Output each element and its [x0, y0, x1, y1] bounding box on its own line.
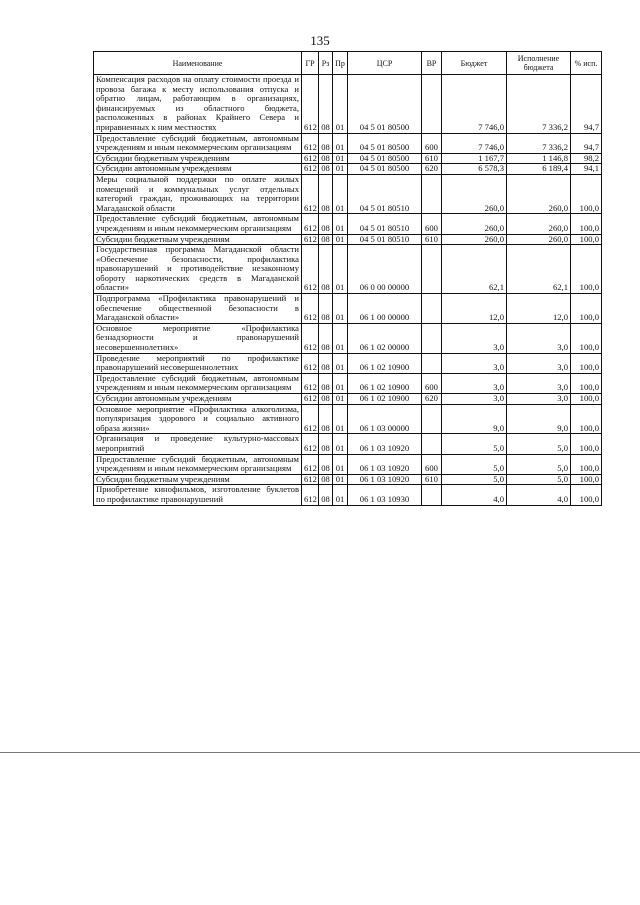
- cell-budget: 7 746,0: [442, 133, 507, 153]
- cell-gr: 612: [302, 394, 319, 405]
- cell-gr: 612: [302, 75, 319, 134]
- cell-name: Подпрограмма «Профилактика правонарушений и обеспечение общественной безопасности в Магаданской области»: [94, 294, 302, 324]
- cell-budget: 62,1: [442, 245, 507, 294]
- cell-percent: 100,0: [571, 353, 602, 373]
- cell-execution: 6 189,4: [507, 164, 571, 175]
- cell-execution: 3,0: [507, 394, 571, 405]
- cell-vr: 610: [422, 234, 442, 245]
- cell-budget: 3,0: [442, 353, 507, 373]
- cell-csr: 04 5 01 80500: [348, 164, 422, 175]
- cell-vr: [422, 323, 442, 353]
- header-execution: Исполнение бюджета: [507, 52, 571, 75]
- cell-budget: 3,0: [442, 323, 507, 353]
- cell-name: Предоставление субсидий бюджетным, автономным учреждениям и иным некоммерческим организациям: [94, 214, 302, 234]
- cell-name: Приобретение кинофильмов, изготовление буклетов по профилактике правонарушений: [94, 485, 302, 505]
- cell-name: Основное мероприятие «Профилактика алкоголизма, популяризация здорового и социально активного образа жизни»: [94, 404, 302, 434]
- cell-percent: 100,0: [571, 214, 602, 234]
- cell-pr: 01: [333, 214, 348, 234]
- cell-vr: 620: [422, 394, 442, 405]
- cell-budget: 4,0: [442, 485, 507, 505]
- cell-execution: 4,0: [507, 485, 571, 505]
- cell-execution: 1 146,8: [507, 153, 571, 164]
- table-row: [94, 234, 602, 245]
- table-row: [94, 153, 602, 164]
- cell-name: Государственная программа Магаданской области «Обеспечение безопасности, профилактика правонарушений и противодействие незаконному обороту наркотических средств в Магаданской области»: [94, 245, 302, 294]
- cell-execution: 3,0: [507, 373, 571, 393]
- cell-pr: 01: [333, 234, 348, 245]
- cell-pr: 01: [333, 323, 348, 353]
- cell-budget: 260,0: [442, 234, 507, 245]
- cell-vr: [422, 75, 442, 134]
- cell-pr: 01: [333, 164, 348, 175]
- header-rz: Рз: [319, 52, 333, 75]
- cell-pr: 01: [333, 245, 348, 294]
- cell-gr: 612: [302, 323, 319, 353]
- cell-pr: 01: [333, 294, 348, 324]
- table-row: [94, 474, 602, 485]
- cell-name: Предоставление субсидий бюджетным, автономным учреждениям и иным некоммерческим организациям: [94, 373, 302, 393]
- cell-percent: 100,0: [571, 394, 602, 405]
- cell-csr: 04 5 01 80500: [348, 75, 422, 134]
- cell-rz: 08: [319, 485, 333, 505]
- cell-execution: 260,0: [507, 234, 571, 245]
- table-row: [94, 245, 602, 294]
- table-row: [94, 394, 602, 405]
- table-row: [94, 164, 602, 175]
- cell-pr: 01: [333, 474, 348, 485]
- cell-csr: 06 0 00 00000: [348, 245, 422, 294]
- cell-gr: 612: [302, 153, 319, 164]
- cell-vr: [422, 353, 442, 373]
- cell-vr: 610: [422, 474, 442, 485]
- bottom-divider: [0, 752, 640, 753]
- cell-rz: 08: [319, 353, 333, 373]
- cell-name: Субсидии бюджетным учреждениям: [94, 474, 302, 485]
- header-csr: ЦСР: [348, 52, 422, 75]
- table-row: [94, 214, 602, 234]
- table-row: [94, 454, 602, 474]
- cell-name: Предоставление субсидий бюджетным, автономным учреждениям и иным некоммерческим организациям: [94, 133, 302, 153]
- cell-vr: 610: [422, 153, 442, 164]
- cell-percent: 100,0: [571, 474, 602, 485]
- cell-vr: 600: [422, 373, 442, 393]
- header-budget: Бюджет: [442, 52, 507, 75]
- cell-vr: [422, 434, 442, 454]
- cell-execution: 3,0: [507, 323, 571, 353]
- cell-rz: 08: [319, 245, 333, 294]
- cell-name: Меры социальной поддержки по оплате жилых помещений и коммунальных услуг отдельных категорий граждан, проживающих на территории Магаданской области: [94, 174, 302, 213]
- table-row: [94, 404, 602, 434]
- cell-pr: 01: [333, 394, 348, 405]
- cell-csr: 04 5 01 80500: [348, 133, 422, 153]
- budget-table: [93, 51, 602, 506]
- cell-budget: 1 167,7: [442, 153, 507, 164]
- cell-csr: 06 1 02 10900: [348, 373, 422, 393]
- header-percent: % исп.: [571, 52, 602, 75]
- cell-percent: 98,2: [571, 153, 602, 164]
- cell-gr: 612: [302, 404, 319, 434]
- cell-execution: 5,0: [507, 474, 571, 485]
- cell-rz: 08: [319, 133, 333, 153]
- cell-pr: 01: [333, 373, 348, 393]
- cell-name: Субсидии бюджетным учреждениям: [94, 153, 302, 164]
- cell-execution: 7 336,2: [507, 133, 571, 153]
- cell-execution: 7 336,2: [507, 75, 571, 134]
- cell-vr: [422, 485, 442, 505]
- cell-vr: [422, 404, 442, 434]
- cell-rz: 08: [319, 234, 333, 245]
- cell-percent: 94,1: [571, 164, 602, 175]
- table-row: [94, 434, 602, 454]
- cell-gr: 612: [302, 454, 319, 474]
- cell-execution: 9,0: [507, 404, 571, 434]
- cell-csr: 04 5 01 80500: [348, 153, 422, 164]
- cell-vr: 600: [422, 454, 442, 474]
- cell-percent: 94,7: [571, 75, 602, 134]
- cell-rz: 08: [319, 323, 333, 353]
- cell-rz: 08: [319, 454, 333, 474]
- cell-name: Проведение мероприятий по профилактике правонарушений несовершеннолетних: [94, 353, 302, 373]
- cell-budget: 12,0: [442, 294, 507, 324]
- page-number: 135: [310, 33, 330, 48]
- cell-execution: 260,0: [507, 174, 571, 213]
- cell-name: Организация и проведение культурно-массовых мероприятий: [94, 434, 302, 454]
- cell-csr: 06 1 02 10900: [348, 394, 422, 405]
- table-row: [94, 353, 602, 373]
- cell-execution: 5,0: [507, 434, 571, 454]
- cell-vr: [422, 294, 442, 324]
- header-name: Наименование: [94, 52, 302, 75]
- cell-gr: 612: [302, 434, 319, 454]
- table-body: [94, 75, 602, 506]
- cell-percent: 94,7: [571, 133, 602, 153]
- cell-budget: 5,0: [442, 434, 507, 454]
- cell-pr: 01: [333, 174, 348, 213]
- cell-name: Основное мероприятие «Профилактика безнадзорности и правонарушений несовершеннолетних»: [94, 323, 302, 353]
- cell-gr: 612: [302, 133, 319, 153]
- cell-gr: 612: [302, 234, 319, 245]
- cell-csr: 04 5 01 80510: [348, 174, 422, 213]
- cell-pr: 01: [333, 153, 348, 164]
- cell-vr: 620: [422, 164, 442, 175]
- cell-gr: 612: [302, 373, 319, 393]
- cell-percent: 100,0: [571, 234, 602, 245]
- header-gr: ГР: [302, 52, 319, 75]
- cell-rz: 08: [319, 394, 333, 405]
- cell-percent: 100,0: [571, 245, 602, 294]
- cell-name: Субсидии автономным учреждениям: [94, 394, 302, 405]
- table-row: [94, 485, 602, 505]
- cell-pr: 01: [333, 404, 348, 434]
- cell-pr: 01: [333, 133, 348, 153]
- cell-execution: 260,0: [507, 214, 571, 234]
- cell-execution: 62,1: [507, 245, 571, 294]
- cell-rz: 08: [319, 404, 333, 434]
- table-header-row: [94, 52, 602, 75]
- cell-rz: 08: [319, 75, 333, 134]
- cell-percent: 100,0: [571, 404, 602, 434]
- cell-pr: 01: [333, 75, 348, 134]
- cell-csr: 06 1 00 00000: [348, 294, 422, 324]
- cell-percent: 100,0: [571, 323, 602, 353]
- cell-rz: 08: [319, 164, 333, 175]
- cell-gr: 612: [302, 353, 319, 373]
- cell-gr: 612: [302, 164, 319, 175]
- cell-vr: 600: [422, 133, 442, 153]
- cell-pr: 01: [333, 353, 348, 373]
- cell-percent: 100,0: [571, 434, 602, 454]
- cell-name: Субсидии бюджетным учреждениям: [94, 234, 302, 245]
- cell-percent: 100,0: [571, 294, 602, 324]
- cell-rz: 08: [319, 434, 333, 454]
- cell-rz: 08: [319, 174, 333, 213]
- cell-gr: 612: [302, 485, 319, 505]
- cell-budget: 260,0: [442, 214, 507, 234]
- cell-name: Компенсация расходов на оплату стоимости проезда и провоза багажа к месту использования отпуска и обратно лицам, работающим в организациях, финансируемых из областного бюджета, расположенных в районах Крайнего Севера и приравненных к ним местностях: [94, 75, 302, 134]
- cell-percent: 100,0: [571, 373, 602, 393]
- cell-budget: 260,0: [442, 174, 507, 213]
- cell-name: Субсидии автономным учреждениям: [94, 164, 302, 175]
- cell-execution: 3,0: [507, 353, 571, 373]
- cell-budget: 5,0: [442, 474, 507, 485]
- cell-rz: 08: [319, 294, 333, 324]
- cell-gr: 612: [302, 214, 319, 234]
- cell-gr: 612: [302, 294, 319, 324]
- cell-percent: 100,0: [571, 454, 602, 474]
- cell-csr: 04 5 01 80510: [348, 234, 422, 245]
- cell-gr: 612: [302, 245, 319, 294]
- cell-budget: 6 578,3: [442, 164, 507, 175]
- cell-csr: 06 1 03 10930: [348, 485, 422, 505]
- cell-csr: 06 1 03 10920: [348, 434, 422, 454]
- table-row: [94, 323, 602, 353]
- cell-gr: 612: [302, 174, 319, 213]
- header-vr: ВР: [422, 52, 442, 75]
- cell-percent: 100,0: [571, 485, 602, 505]
- cell-budget: 3,0: [442, 373, 507, 393]
- cell-pr: 01: [333, 454, 348, 474]
- cell-csr: 06 1 03 10920: [348, 474, 422, 485]
- header-pr: Пр: [333, 52, 348, 75]
- cell-rz: 08: [319, 474, 333, 485]
- cell-execution: 12,0: [507, 294, 571, 324]
- cell-rz: 08: [319, 153, 333, 164]
- cell-rz: 08: [319, 214, 333, 234]
- cell-budget: 5,0: [442, 454, 507, 474]
- cell-csr: 06 1 03 00000: [348, 404, 422, 434]
- table-row: [94, 294, 602, 324]
- cell-vr: [422, 174, 442, 213]
- cell-rz: 08: [319, 373, 333, 393]
- cell-budget: 3,0: [442, 394, 507, 405]
- table-row: [94, 133, 602, 153]
- table-row: [94, 174, 602, 213]
- cell-csr: 06 1 03 10920: [348, 454, 422, 474]
- cell-percent: 100,0: [571, 174, 602, 213]
- cell-csr: 06 1 02 00000: [348, 323, 422, 353]
- cell-execution: 5,0: [507, 454, 571, 474]
- table-row: [94, 75, 602, 134]
- cell-csr: 04 5 01 80510: [348, 214, 422, 234]
- cell-budget: 9,0: [442, 404, 507, 434]
- cell-name: Предоставление субсидий бюджетным, автономным учреждениям и иным некоммерческим организациям: [94, 454, 302, 474]
- cell-vr: 600: [422, 214, 442, 234]
- cell-vr: [422, 245, 442, 294]
- cell-budget: 7 746,0: [442, 75, 507, 134]
- table-row: [94, 373, 602, 393]
- cell-csr: 06 1 02 10900: [348, 353, 422, 373]
- cell-pr: 01: [333, 434, 348, 454]
- cell-gr: 612: [302, 474, 319, 485]
- cell-pr: 01: [333, 485, 348, 505]
